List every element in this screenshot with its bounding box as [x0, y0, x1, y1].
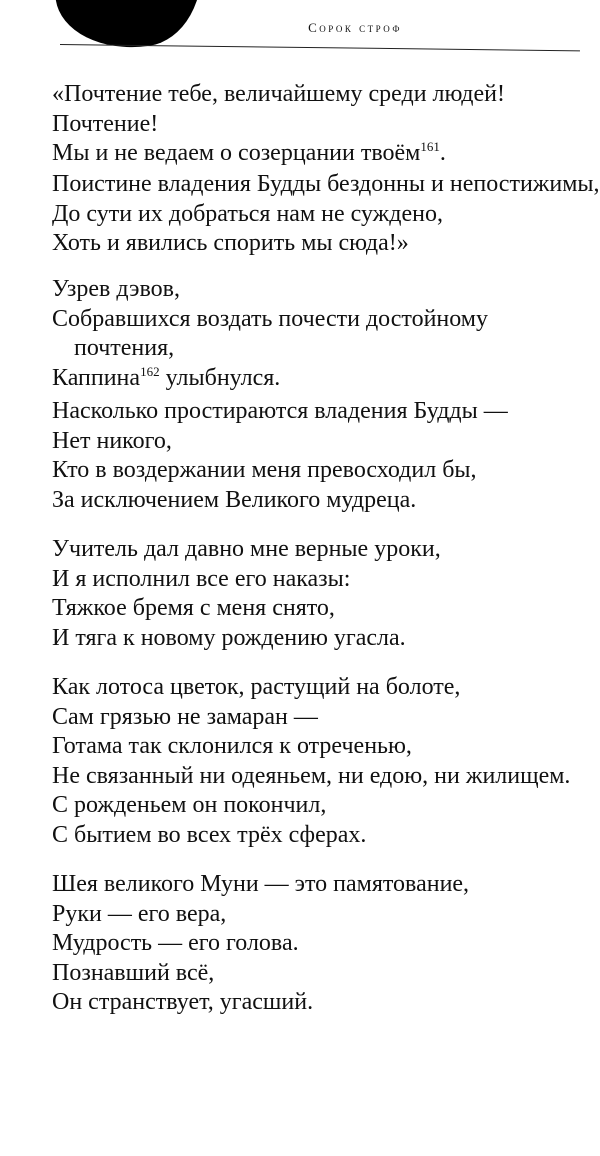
verse-text: И тяга к новому рождению угасла. [52, 624, 406, 651]
verse-text: «Почтение тебе, величайшему среди людей! [52, 81, 505, 107]
verse-text: Руки — его вера, [52, 900, 227, 927]
verse-line [52, 870, 469, 900]
verse-line [52, 80, 505, 110]
verse-text: Нет никого, [52, 427, 172, 454]
running-head: Сорок строф [308, 20, 402, 35]
verse-text: Каппина [52, 364, 141, 391]
verse-text: Не связанный ни одеяньем, ни едою, ни жилищем. [52, 762, 571, 789]
stanza [52, 397, 508, 515]
verse-text: До сути их добраться нам не суждено, [52, 200, 443, 227]
verse-line [52, 110, 505, 140]
verse-line [52, 427, 508, 457]
stanza [52, 673, 570, 850]
stanza [52, 170, 600, 259]
verse-line [52, 275, 488, 305]
verse-line [52, 988, 469, 1018]
verse-line [52, 486, 508, 516]
verse-text: Узрев дэвов, [52, 276, 180, 302]
verse-line [52, 200, 600, 230]
verse-text: Хоть и явились спорить мы сюда!» [52, 230, 409, 256]
verse-line [52, 565, 441, 595]
verse-line [52, 456, 508, 486]
stanza [52, 80, 505, 169]
verse-line [52, 821, 570, 851]
verse-line [52, 624, 441, 654]
verse-text: Почтение! [52, 110, 159, 137]
verse-text: Насколько простираются владения Будды — [52, 398, 508, 424]
verse-line [52, 305, 488, 335]
verse-line [52, 929, 469, 959]
verse-text: С рожденьем он покончил, [52, 792, 327, 818]
verse-line [52, 397, 508, 427]
verse-line [52, 594, 441, 624]
verse-line [52, 791, 570, 821]
verse-line [52, 703, 570, 733]
stanza [52, 535, 441, 653]
verse-text: Мудрость — его голова. [52, 930, 299, 956]
verse-text: Собравшихся воздать почести достойному [52, 305, 488, 332]
verse-line [52, 732, 570, 762]
verse-line [52, 900, 469, 930]
stanza [52, 870, 469, 1018]
verse-line [52, 959, 469, 989]
verse-text: С бытием во всех трёх сферах. [52, 821, 367, 848]
verse-line [52, 229, 600, 259]
header-rule [60, 44, 580, 51]
stanza [52, 275, 488, 393]
verse-text: почтения, [74, 335, 175, 361]
verse-line [52, 535, 441, 565]
verse-text: Поистине владения Будды бездонны и непостижимы, [52, 171, 600, 197]
verse-line [52, 334, 488, 364]
verse-text: Как лотоса цветок, растущий на болоте, [52, 674, 461, 700]
verse-text: Мы и не ведаем о созерцании твоём [52, 140, 421, 166]
verse-text: Кто в воздержании меня превосходил бы, [52, 457, 477, 483]
verse-text: Тяжкое бремя с меня снято, [52, 595, 335, 621]
verse-text: Шея великого Муни — это памятование, [52, 871, 470, 897]
verse-line [52, 364, 488, 394]
verse-line [52, 762, 570, 792]
verse-text-after-note: улыбнулся. [159, 364, 281, 391]
footnote-marker: 162 [140, 363, 160, 379]
verse-line [52, 170, 600, 200]
verse-text: Готама так склонился к отреченью, [52, 733, 412, 759]
verse-text: Сам грязью не замаран — [52, 703, 318, 730]
verse-line [52, 139, 505, 169]
footnote-marker: 161 [420, 139, 440, 154]
verse-text: Познавший всё, [52, 959, 215, 986]
verse-text: За исключением Великого мудреца. [52, 486, 417, 513]
verse-text: И я исполнил все его наказы: [52, 565, 351, 592]
verse-text: Он странствует, угасший. [52, 989, 314, 1015]
verse-text-after-note: . [439, 140, 446, 166]
verse-text: Учитель дал давно мне верные уроки, [52, 536, 441, 562]
verse-line [52, 673, 570, 703]
